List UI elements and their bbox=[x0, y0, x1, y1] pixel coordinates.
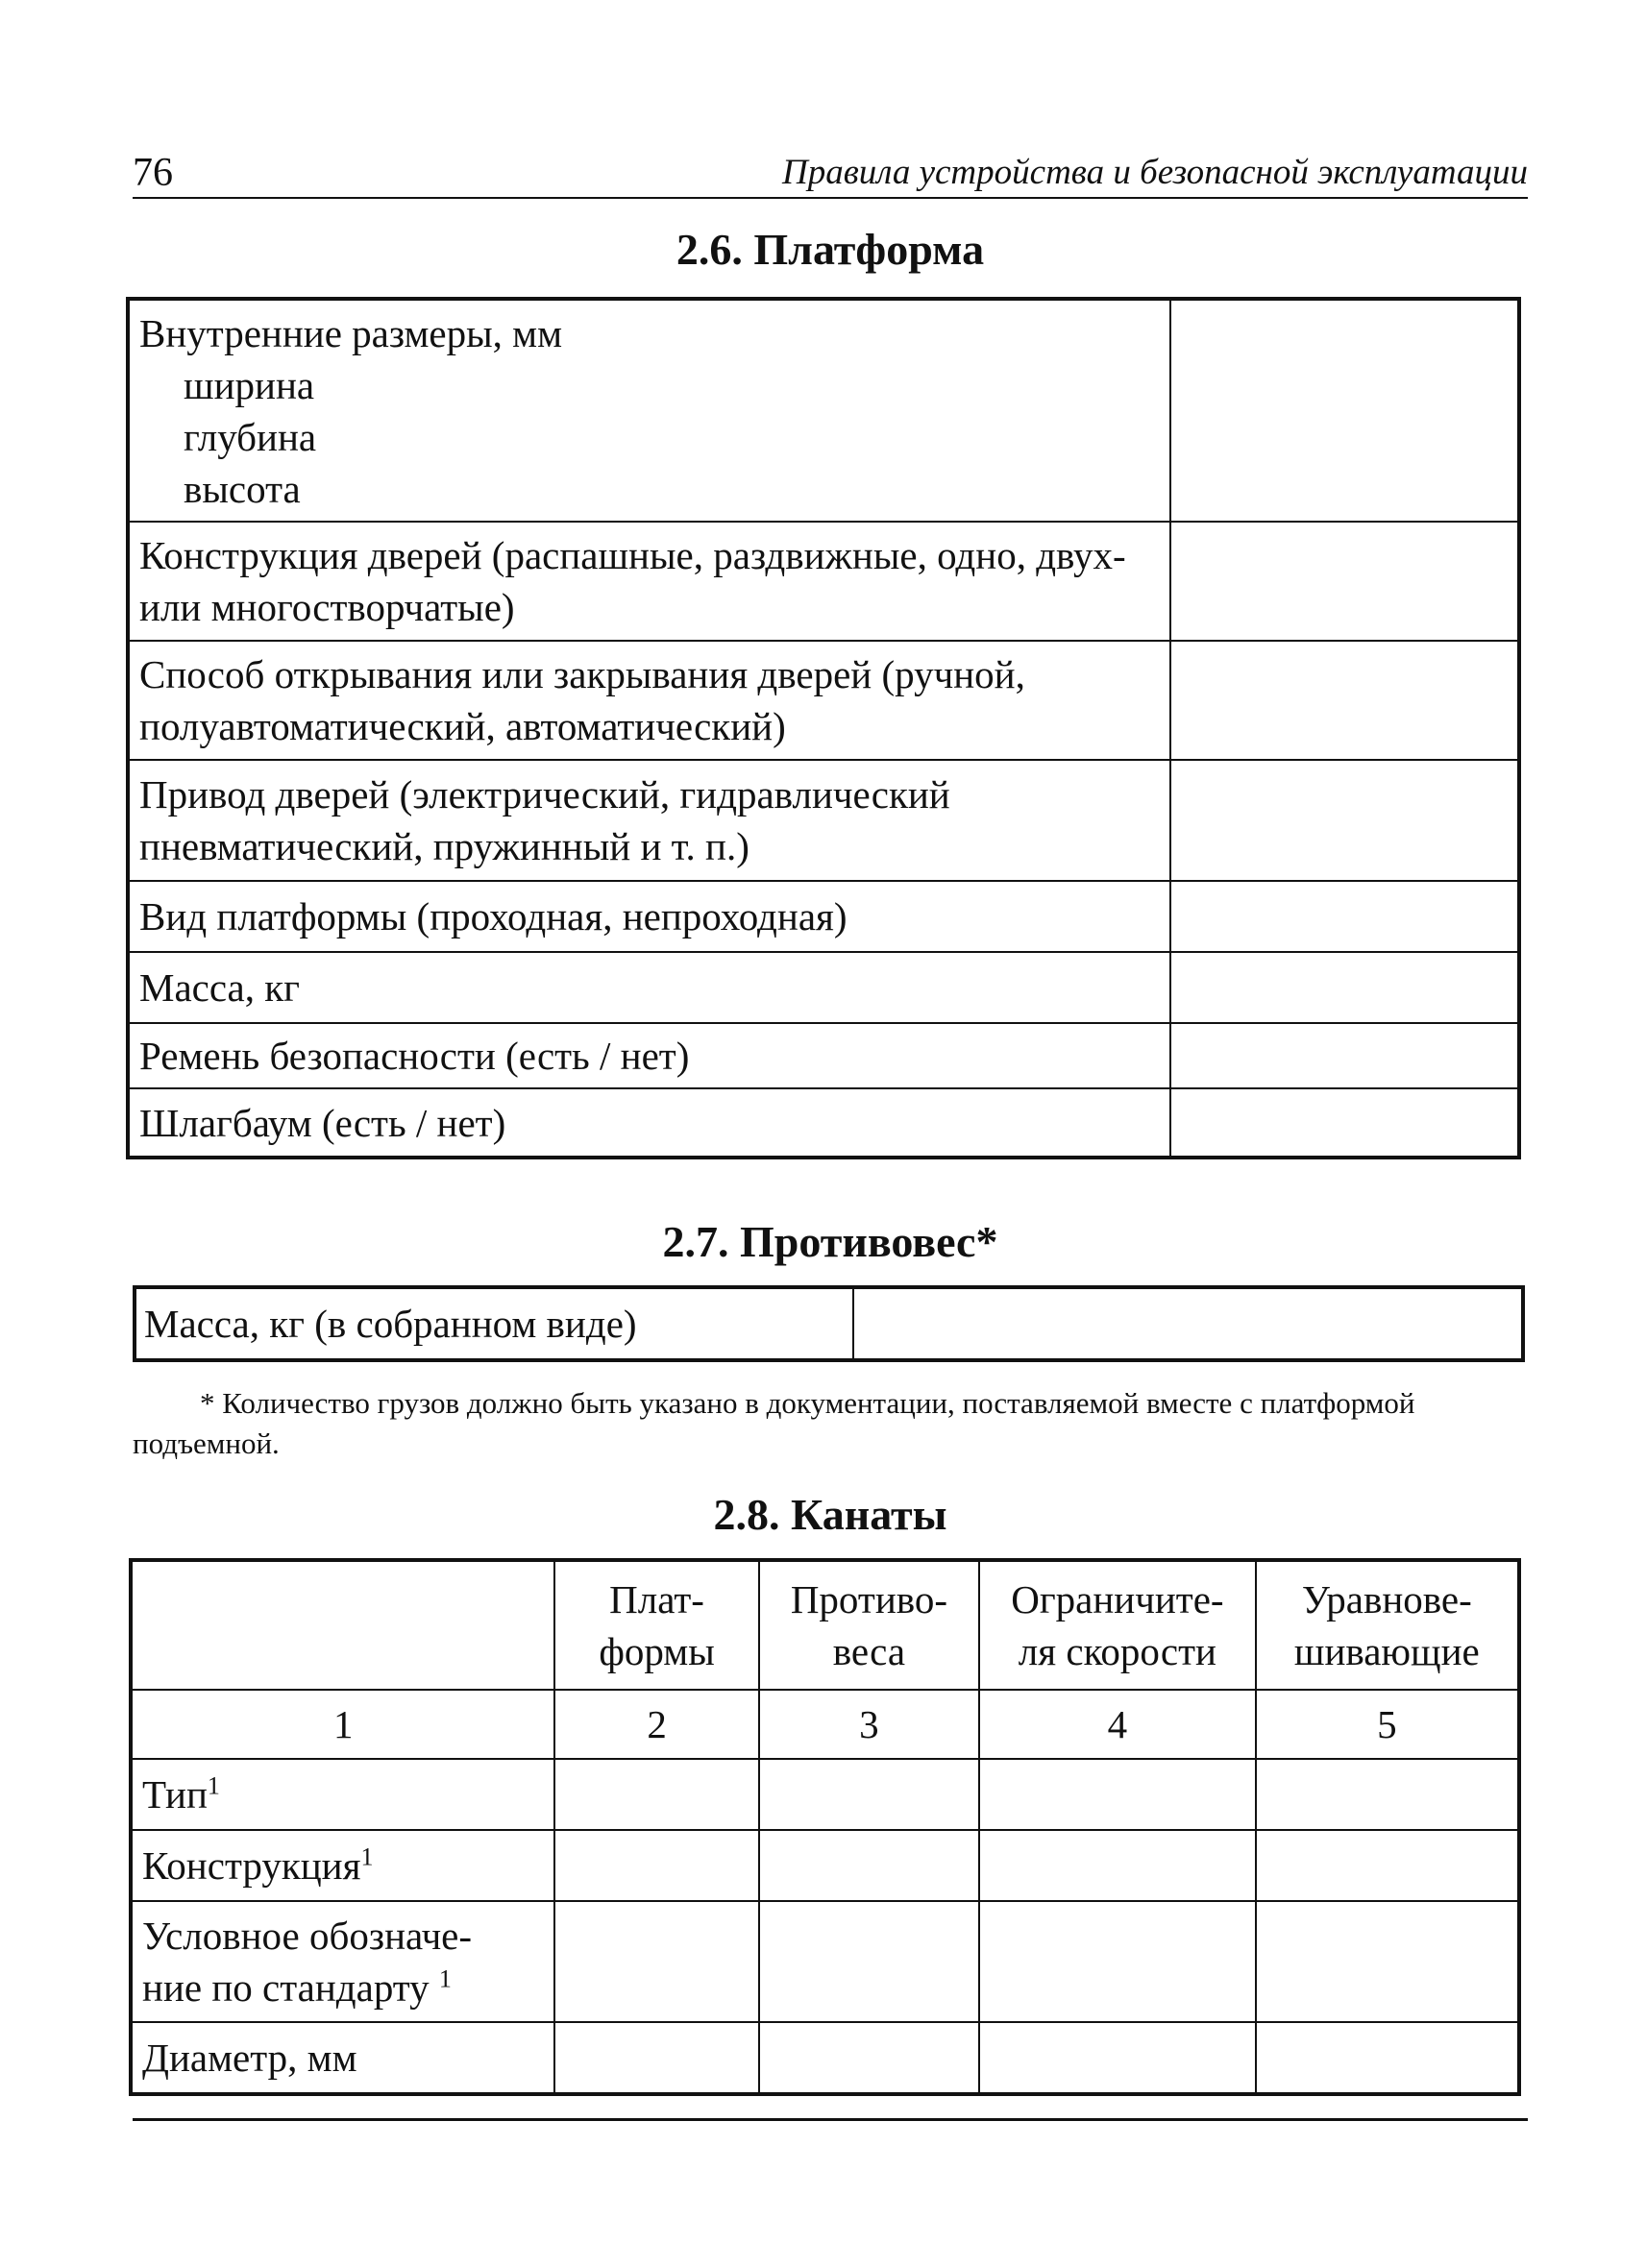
column-header bbox=[759, 1560, 979, 1690]
row-label: Конструкция bbox=[142, 1843, 361, 1888]
row-label: Тип bbox=[142, 1772, 208, 1817]
table-row bbox=[135, 1287, 1523, 1360]
column-header-label: Плат- формы bbox=[599, 1577, 715, 1673]
value-cell[interactable] bbox=[1170, 1088, 1519, 1158]
table-row bbox=[128, 760, 1519, 881]
table-row bbox=[131, 1901, 1519, 2022]
table-row bbox=[128, 299, 1519, 522]
table-row bbox=[128, 1088, 1519, 1158]
column-number: 5 bbox=[1256, 1690, 1519, 1759]
row-label: Ремень безопасности (есть / нет) bbox=[128, 1023, 1170, 1088]
row-label: Масса, кг bbox=[128, 952, 1170, 1023]
column-number: 1 bbox=[131, 1690, 554, 1759]
value-cell[interactable] bbox=[1256, 1830, 1519, 1901]
value-cell[interactable] bbox=[1170, 952, 1519, 1023]
value-cell[interactable] bbox=[759, 1901, 979, 2022]
value-cell[interactable] bbox=[554, 1830, 758, 1901]
column-number-row bbox=[131, 1690, 1519, 1759]
row-label: Масса, кг (в собранном виде) bbox=[135, 1287, 853, 1360]
column-number: 3 bbox=[759, 1690, 979, 1759]
table-row bbox=[131, 2022, 1519, 2094]
value-cell[interactable] bbox=[979, 1901, 1255, 2022]
value-cell[interactable] bbox=[759, 1759, 979, 1830]
table-row bbox=[128, 641, 1519, 760]
value-cell[interactable] bbox=[1170, 299, 1519, 522]
column-number: 4 bbox=[979, 1690, 1255, 1759]
value-cell[interactable] bbox=[554, 1901, 758, 2022]
table-row bbox=[128, 1023, 1519, 1088]
table-row bbox=[128, 952, 1519, 1023]
table-row bbox=[128, 522, 1519, 641]
value-cell[interactable] bbox=[554, 1759, 758, 1830]
sub-item-depth: глубина bbox=[184, 414, 317, 459]
column-header-label: Противо- веса bbox=[790, 1577, 947, 1673]
value-cell[interactable] bbox=[1170, 760, 1519, 881]
sub-item-width: ширина bbox=[184, 362, 315, 407]
sub-item-height: высота bbox=[184, 466, 301, 511]
section-title-counterweight: 2.7. Противовес* bbox=[662, 1217, 998, 1266]
row-label-cell bbox=[131, 1830, 554, 1901]
row-label-cell bbox=[131, 2022, 554, 2094]
column-header bbox=[979, 1560, 1255, 1690]
column-header bbox=[1256, 1560, 1519, 1690]
table-row bbox=[131, 1830, 1519, 1901]
table-row bbox=[128, 881, 1519, 952]
value-cell[interactable] bbox=[759, 2022, 979, 2094]
value-cell[interactable] bbox=[759, 1830, 979, 1901]
value-cell[interactable] bbox=[979, 1759, 1255, 1830]
platform-table bbox=[126, 297, 1521, 1159]
value-cell[interactable] bbox=[1170, 881, 1519, 952]
value-cell[interactable] bbox=[1170, 641, 1519, 760]
section-title-platform: 2.6. Платформа bbox=[676, 225, 985, 274]
page-number: 76 bbox=[133, 151, 173, 195]
footnote-mark: 1 bbox=[207, 1771, 220, 1800]
footnote: * Количество грузов должно быть указано в документации, поставляемой вместе с платформой подъемной. bbox=[133, 1386, 1415, 1460]
value-cell[interactable] bbox=[979, 2022, 1255, 2094]
table-row bbox=[131, 1759, 1519, 1830]
row-label: Условное обозначе- ние по стандарту bbox=[142, 1914, 473, 2010]
row-label: Конструкция дверей (распашные, раздвижные, одно, двух- или многостворчатые) bbox=[128, 522, 1170, 641]
value-cell[interactable] bbox=[1256, 1901, 1519, 2022]
row-label-dimensions bbox=[128, 299, 1170, 522]
column-header bbox=[554, 1560, 758, 1690]
column-header-label: Ограничите- ля скорости bbox=[1011, 1577, 1224, 1673]
footnote-mark: 1 bbox=[438, 1964, 452, 1993]
value-cell[interactable] bbox=[1256, 1759, 1519, 1830]
column-header-label: Уравнове- шивающие bbox=[1293, 1577, 1480, 1673]
row-label: Диаметр, мм bbox=[142, 2036, 357, 2080]
counterweight-table bbox=[133, 1285, 1525, 1362]
header-cell-empty bbox=[131, 1560, 554, 1690]
value-cell[interactable] bbox=[1256, 2022, 1519, 2094]
row-label: Внутренние размеры, мм bbox=[139, 310, 563, 355]
value-cell[interactable] bbox=[1170, 1023, 1519, 1088]
value-cell[interactable] bbox=[1170, 522, 1519, 641]
column-number: 2 bbox=[554, 1690, 758, 1759]
value-cell[interactable] bbox=[853, 1287, 1523, 1360]
row-label-cell bbox=[131, 1901, 554, 2022]
row-label-cell bbox=[131, 1759, 554, 1830]
page-header bbox=[133, 144, 1528, 199]
header-row bbox=[131, 1560, 1519, 1690]
ropes-table bbox=[129, 1558, 1521, 2096]
row-label: Способ открывания или закрывания дверей (ручной, полуавтоматический, автоматический) bbox=[128, 641, 1170, 760]
row-label: Шлагбаум (есть / нет) bbox=[128, 1088, 1170, 1158]
value-cell[interactable] bbox=[554, 2022, 758, 2094]
bottom-rule bbox=[133, 2118, 1528, 2121]
row-label: Вид платформы (проходная, непроходная) bbox=[128, 881, 1170, 952]
footnote-mark: 1 bbox=[360, 1842, 374, 1871]
section-title-ropes: 2.8. Канаты bbox=[713, 1490, 947, 1539]
value-cell[interactable] bbox=[979, 1830, 1255, 1901]
row-label: Привод дверей (электрический, гидравлический пневматический, пружинный и т. п.) bbox=[128, 760, 1170, 881]
running-title: Правила устройства и безопасной эксплуатации bbox=[781, 153, 1528, 192]
